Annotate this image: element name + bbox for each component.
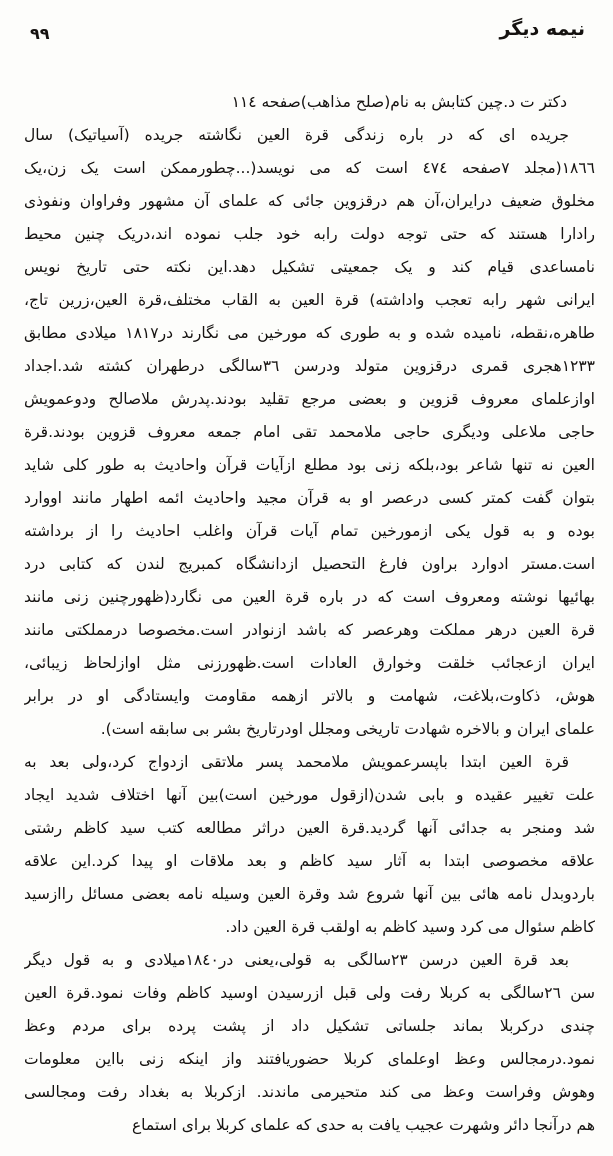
text-line: حاجی ملاعلی ودیگری حاجی ملامحمد تقی امام جمعه معروف قزوین بودند.قرة (24, 423, 595, 441)
text-paragraph (24, 944, 595, 1142)
text-line: چندی درکربلا بماند جلساتی تشکیل داد از پشت پرده برای مردم وعظ (24, 1017, 595, 1035)
text-line: بهائیها نوشته ومعروف است که در باره قرة العین می نگارد(ظهورچنین زنی مانند (24, 588, 595, 606)
text-paragraph (24, 746, 595, 944)
page-header (28, 18, 585, 48)
text-line: علمای ایران و بالاخره شهادت تاریخی ومجلل اودرتاریخ بشر بی سابقه است). (100, 720, 595, 738)
text-line: نامساعدی قیام کند و یک جمعیتی تشکیل دهد.این نکته حتی تاریخ نویس (24, 258, 595, 276)
text-paragraph (24, 119, 595, 746)
text-line: هم درآنجا دائر وشهرت عجیب یافت به حدی که علمای کربلا برای استماع (131, 1116, 595, 1134)
text-line: کاظم سئوال می کرد وسید کاظم به اولقب قرة العین داد. (225, 918, 595, 936)
text-line: جریده ای که در باره زندگی قرة العین نگاشته جریده (آسیاتیک) سال (24, 126, 569, 144)
text-line: قرة العین درهر مملکت وهرعصر که باشد ازنوادر است.مخصوصا درمملکتی مانند (24, 621, 595, 639)
text-line: العین نه تنها شاعر بود،بلکه زنی بود مطلع ازآیات قرآن واحادیث به طور کلی شاید (24, 456, 595, 474)
body-text (24, 86, 595, 1142)
text-line: هوش، ذکاوت،بلاغت، شهامت و بالاتر ازهمه مقاومت وایستادگی او در برابر (24, 687, 595, 705)
text-line: بتوان گفت کمتر کسی درعصر او به قرآن مجید واحادیث ائمه اطهار مانند اووارد (24, 489, 595, 507)
text-line: ایران ازعجائب خلقت وخوارق العادات است.ظهورزنی مثل اوازلحاظ زیبائی، (24, 654, 595, 672)
text-line: ١٨٦٦(مجلد ٧صفحه ٤٧٤ است که می نویسد(...چطورممکن است یک زن،یک (24, 159, 595, 177)
text-line: دکتر ت د.چین کتابش به نام(صلح مذاهب)صفحه ١١٤ (231, 93, 567, 111)
text-line: قرة العین ابتدا باپسرعمویش ملامحمد پسر ملاتقی ازدواج کرد،ولی بعد به (24, 753, 569, 771)
text-line: علت تغییر عقیده و بابی شدن(ازقول مورخین است)بین آنها اختلاف شدید ایجاد (24, 786, 595, 804)
page-number: ٩٩ (30, 24, 50, 43)
text-line: است.مستر ادوارد براون فارغ التحصیل ازدانشگاه کمبریج لندن که کتابی درد (24, 555, 595, 573)
text-line: علاقه مخصوصی ابتدا به آثار سید کاظم و بعد ملاقات او پیدا کرد.این علاقه (24, 852, 595, 870)
text-line: سن ٢٦سالگی به کربلا رفت ولی قبل ازرسیدن اوسید کاظم وفات نمود.قرة العین (24, 984, 595, 1002)
text-line: اوازعلمای معروف قزوین و بعضی مرجع تقلید بودند.پدرش ملاصالح ودوعمویش (24, 390, 595, 408)
text-line: مخلوق ضعیف درایران،آن هم درقزوین جائی که علمای آن مشهور وفراوان ونفوذی (24, 192, 595, 210)
text-line: ١٢٣٣هجری قمری درقزوین متولد ودرسن ٣٦سالگی درطهران کشته شد.اجداد (24, 357, 595, 375)
text-line: بوده و به قول یکی ازمورخین تمام آیات قرآن واغلب احادیث را از برداشته (24, 522, 595, 540)
text-line: شد ومنجر به جدائی آنها گردید.قرة العین دراثر مطالعه کتب سید کاظم رشتی (24, 819, 595, 837)
text-line: بعد قرة العین درسن ٢٣سالگی به قولی،یعنی در١٨٤٠میلادی و به قول دیگر (24, 951, 569, 969)
text-line: رادارا هستند که حتی توجه دولت رابه خود جلب نموده اند،دریک چنین محیط (24, 225, 595, 243)
text-line: باردوبدل نامه هائی بین آنها شروع شد وقرة العین وسیله نامه بعضی مسائل راازسید (24, 885, 595, 903)
text-line: نمود.درمجالس وعظ اوعلمای کربلا حضوریافتند واز اینکه زنی بااین معلومات (24, 1050, 595, 1068)
running-title: نیمه دیگر (499, 18, 585, 40)
text-line: وهوش وفراست وعظ می کند متحیرمی ماندند. ازکربلا به بغداد رفت ومجالسی (24, 1083, 595, 1101)
citation-paragraph (24, 86, 595, 119)
text-line: طاهره،نقطه، نامیده شده و به طوری که مورخین می نگارند در١٨١٧ میلادی مطابق (24, 324, 595, 342)
text-line: ایرانی شهر رابه تعجب واداشته) قرة العین به القاب مختلف،قرة العین،زرین تاج، (24, 291, 595, 309)
